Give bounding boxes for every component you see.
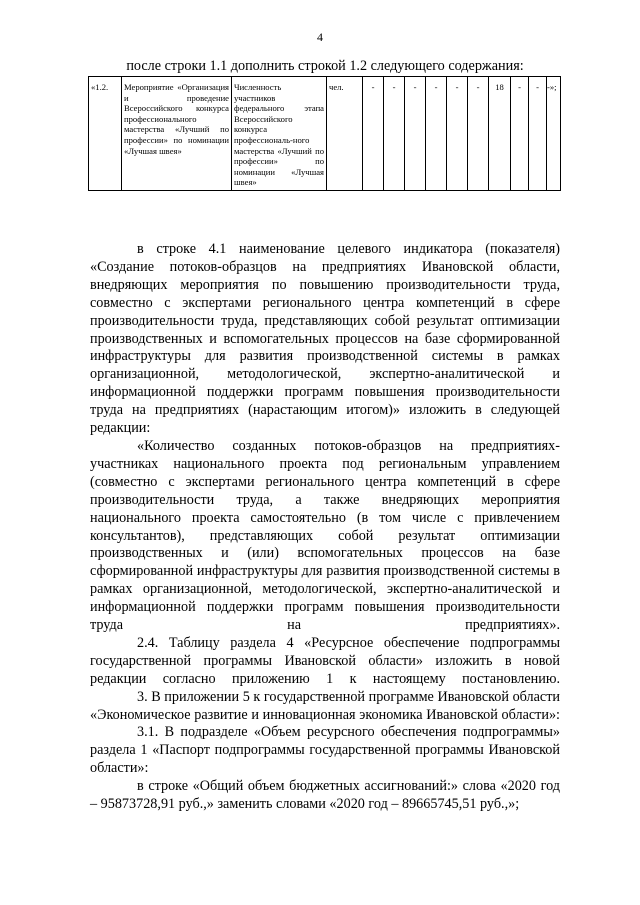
- value-cell: -: [426, 77, 447, 191]
- body-text: [90, 241, 560, 814]
- page-number: 4: [317, 30, 323, 44]
- paragraph-3: 3. В приложении 5 к государственной программе Ивановской области «Экономическое развитие и инновационная экономика Ивановской области»:: [90, 688, 560, 723]
- value-cell: -: [447, 77, 468, 191]
- value-cell: -: [405, 77, 426, 191]
- unit-cell: чел.: [327, 77, 363, 191]
- value-cell: -: [511, 77, 529, 191]
- value-cell: -: [468, 77, 489, 191]
- value-cell: -: [529, 77, 547, 191]
- table-row: [89, 77, 561, 191]
- event-cell: Мероприятие «Организация и проведение Всероссийского конкурса профессионального мастерства «Лучший по профессии» по номинации «Лучшая швея»: [122, 77, 232, 191]
- row-number-cell: «1.2.: [89, 77, 122, 191]
- value-cell: 18: [489, 77, 511, 191]
- intro-line: после строки 1.1 дополнить строкой 1.2 следующего содержания:: [126, 58, 524, 74]
- value-cell: -: [384, 77, 405, 191]
- paragraph-2-4: 2.4. Таблицу раздела 4 «Ресурсное обеспечение подпрограммы государственной программы Ивановской области» изложить в новой редакции согласно приложению 1 к настоящему постановлению.: [90, 634, 560, 687]
- paragraph-3-1: 3.1. В подразделе «Объем ресурсного обеспечения подпрограммы» раздела 1 «Паспорт подпрограммы государственной программы Ивановской области»:: [90, 724, 560, 777]
- paragraph-budget: в строке «Общий объем бюджетных ассигнований:» слова «2020 год – 95873728,91 руб.,» заменить словами «2020 год – 89665745,51 руб.,»;: [90, 778, 560, 813]
- indicator-cell: Численность участников федерального этапа Всероссийского конкурса профессиональ-ного мастерства «Лучший по профессии» по номинации «Лучшая швея»: [232, 77, 327, 191]
- paragraph-row-4-1: в строке 4.1 наименование целевого индикатора (показателя) «Создание потоков-образцов на предприятиях Ивановской области, внедряющих мероприятия по повышению производительности труда, совместно с экспертами регионального центра компетенций в сфере производительности труда, представляющих собой результат оптимизации производственных и вспомогательных процессов на базе сформированной инфраструктуры для развития производственной системы в рамках организационной, методологической, экспертно-аналитической и информационной поддержки программ повышения производительности труда на предприятиях (нарастающим итогом)» изложить в следующей редакции:: [90, 241, 560, 437]
- value-cell: -: [363, 77, 384, 191]
- amendment-table: [88, 76, 561, 191]
- paragraph-new-wording: «Количество созданных потоков-образцов на предприятиях-участниках национального проекта под региональным управлением (совместно с экспертами регионального центра компетенций в сфере производительности труда, а также внедряющих мероприятия национального проекта самостоятельно (в том числе с привлечением консультантов), представляющих собой результат оптимизации производственных и (или) вспомогательных процессов на базе сформированной инфраструктуры для развития производственной системы в рамках организационной, методологической, экспертно-аналитической и информационной поддержки программ повышения производительности труда на предприятиях».: [90, 437, 560, 634]
- value-cell: -»;: [547, 77, 561, 191]
